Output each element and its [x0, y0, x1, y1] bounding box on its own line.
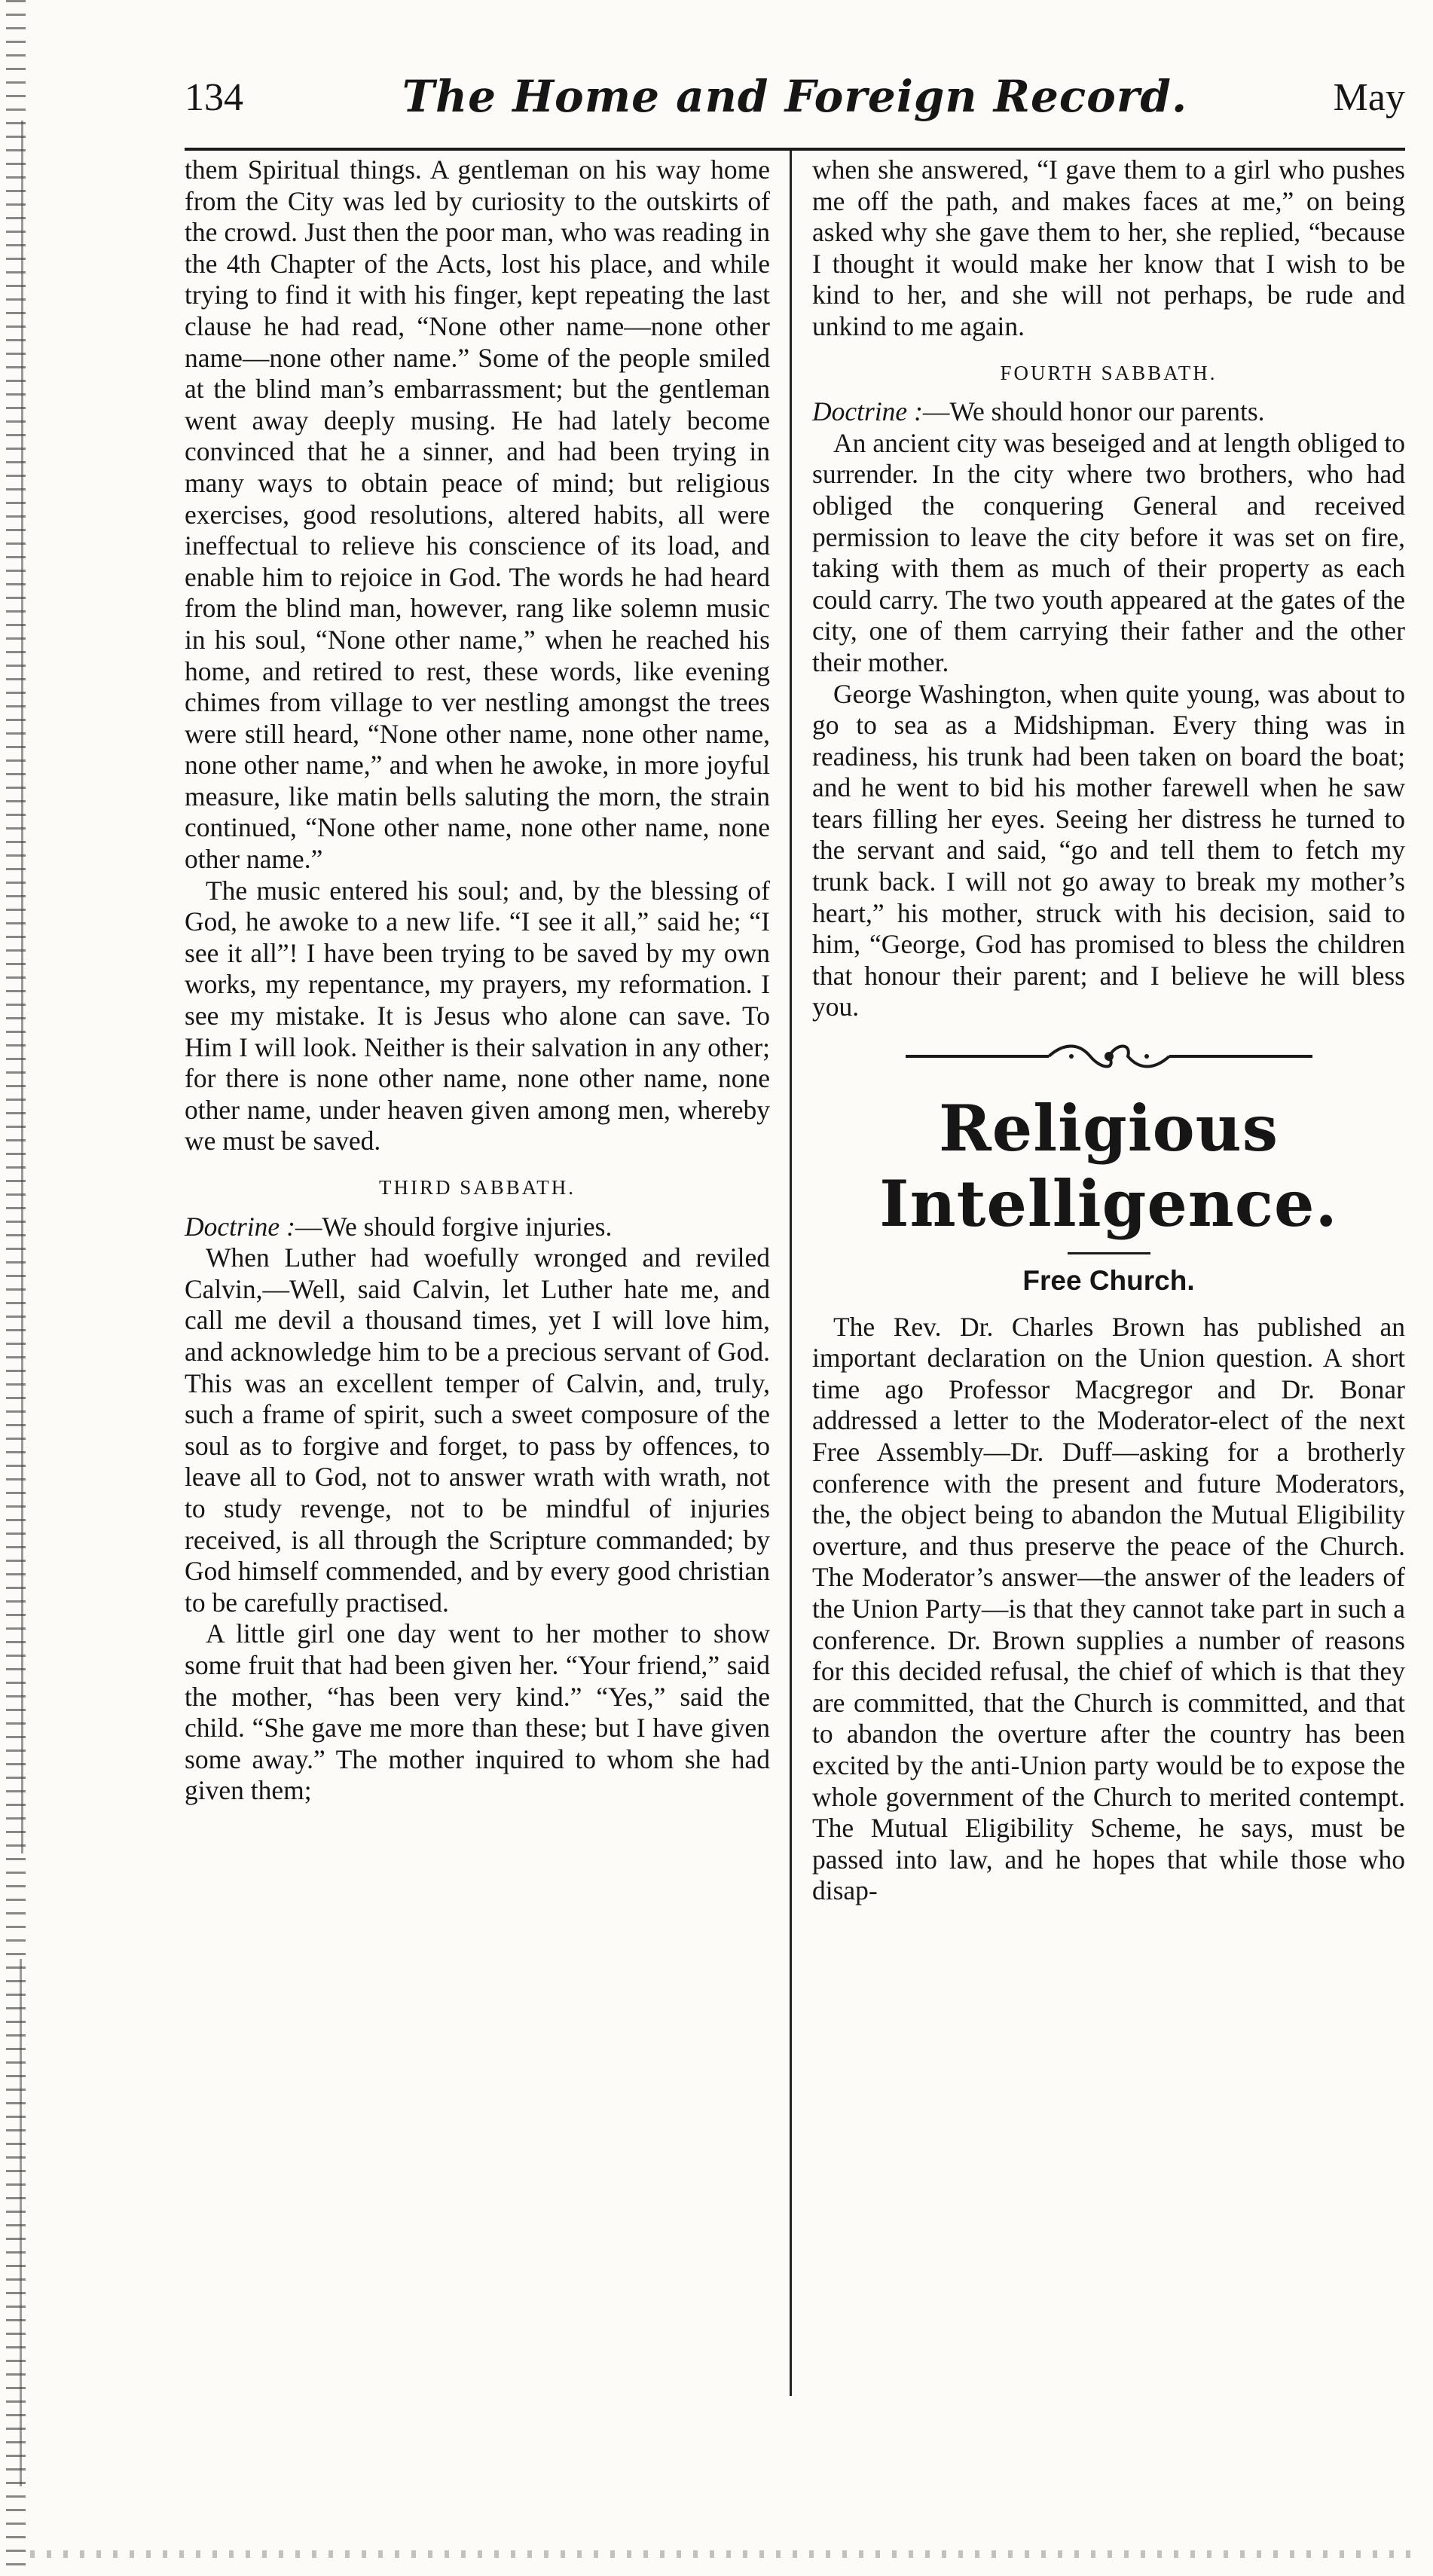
- doctrine-text: —We should honor our parents.: [922, 396, 1265, 427]
- doctrine-line: [185, 1212, 770, 1243]
- section-title: Religious Intelligence.: [879, 1091, 1338, 1242]
- binding-margin-line-lower: [20, 1959, 22, 2486]
- page-number: 134: [185, 76, 243, 119]
- doctrine-label: Doctrine :: [812, 396, 923, 427]
- paragraph: when she answered, “I gave them to a girl who pushes me off the path, and makes faces at me,” on being asked why she gave them to her, she replied, “because I thought it would make her know that I wish to be kind to her, and she will not perhaps, be rude and unkind to me again.: [812, 154, 1405, 341]
- ornament-divider-icon: [898, 1041, 1320, 1071]
- month-label: May: [1333, 76, 1405, 119]
- left-column: [185, 154, 770, 1807]
- paragraph: A little girl one day went to her mother to show some fruit that had been given her. “Your friend,” said the mother, “has been very kind.” “Yes,” said the child. “She gave me more than these; but I have given some away.” The mother inquired to whom she had given them;: [185, 1618, 770, 1806]
- fourth-sabbath-heading: FOURTH SABBATH.: [1000, 361, 1218, 384]
- paragraph: George Washington, when quite young, was about to go to sea as a Midshipman. Every thing was in readiness, his trunk had been taken on board the boat; and he went to bid his mother farewell when he saw tears filling her eyes. Seeing her distress he turned to the servant and said, “go and tell them to fetch my trunk back. I will not go away to break my mother’s heart,” his mother, struck with his decision, said to him, “George, God has promised to bless the children that honour their parent; and I believe he will bless you.: [812, 678, 1405, 1022]
- running-title: The Home and Foreign Record.: [402, 71, 1188, 122]
- paragraph: The Rev. Dr. Charles Brown has published an important declaration on the Union question. A short time ago Professor Macgregor and Dr. Bonar addressed a letter to the Moderator-elect of the next Free Assembly—Dr. Duff—asking for a brotherly conference with the present and future Moderators, the, the object being to abandon the Mutual Eligibility overture, and thus preserve the peace of the Church. The Moderator’s answer—the answer of the leaders of the Union Party—is that they cannot take part in such a conference. Dr. Brown supplies a number of reasons for this decided refusal, the chief of which is that they are committed, that the Church is committed, and that to abandon the overture after the country has been excited by the anti-Union party would be to expose the whole government of the Church to merited contempt. The Mutual Eligibility Scheme, he says, must be passed into law, and he hopes that while those who disap-: [812, 1311, 1405, 1906]
- doctrine-label: Doctrine :: [185, 1211, 295, 1242]
- paragraph: An ancient city was beseiged and at length obliged to surrender. In the city where two brothers, who had obliged the conquering General and received permission to leave the city before it was set on fire, taking with them as much of their property as each could carry. The two youth appeared at the gates of the city, one of them carrying their father and the other their mother.: [812, 427, 1405, 677]
- third-sabbath-heading: THIRD SABBATH.: [378, 1176, 576, 1199]
- paragraph: The music entered his soul; and, by the blessing of God, he awoke to a new life. “I see it all,” said he; “I see it all”! I have been trying to be saved by my own works, my repentance, my prayers, my reformation. I see my mistake. It is Jesus who alone can save. To Him I will look. Neither is their salvation in any other; for there is none other name, none other name, none other name, under heaven given among men, whereby we must be saved.: [185, 875, 770, 1157]
- right-column: [812, 154, 1405, 1907]
- binding-margin-line: [21, 121, 23, 1853]
- column-divider: [790, 151, 792, 2396]
- short-rule: [1068, 1252, 1150, 1254]
- paragraph: them Spiritual things. A gentleman on his way home from the City was led by curiosity to the outskirts of the crowd. Just then the poor man, who was reading in the 4th Chapter of the Acts, lost his place, and while trying to find it with his finger, kept repeating the last clause he had read, “None other name—none other name—none other name.” Some of the people smiled at the blind man’s embarrassment; but the gentleman went away deeply musing. He had lately become convinced that he a sinner, and had been trying in many ways to obtain peace of mind; but religious exercises, good resolutions, altered habits, all were ineffectual to relieve his conscience of its load, and enable him to rejoice in God. The words he had heard from the blind man, however, rang like solemn music in his soul, “None other name,” when he reached his home, and retired to rest, these words, like evening chimes from village to ver nestling amongst the trees were still heard, “None other name, none other name, none other name,” and when he awoke, in more joyful measure, like matin bells saluting the morn, the strain continued, “None other name, none other name, none other name.”: [185, 154, 770, 875]
- header-rule: [185, 148, 1405, 151]
- doctrine-text: —We should forgive injuries.: [295, 1211, 613, 1242]
- subsection-title: Free Church.: [1022, 1265, 1195, 1297]
- doctrine-line: [812, 396, 1405, 428]
- scan-bottom-edge: [30, 2550, 1416, 2558]
- page-header: [185, 69, 1405, 145]
- paragraph: When Luther had woefully wronged and reviled Calvin,—Well, said Calvin, let Luther hate me, and call me devil a thousand times, yet I will love him, and acknowledge him to be a precious servant of God. This was an excellent temper of Calvin, and, truly, such a frame of spirit, such a sweet composure of the soul as to forgive and forget, to pass by offences, to leave all to God, not to answer wrath with wrath, not to study revenge, not to be mindful of injuries received, is all through the Scripture commanded; by God himself commended, and by every good christian to be carefully practised.: [185, 1242, 770, 1618]
